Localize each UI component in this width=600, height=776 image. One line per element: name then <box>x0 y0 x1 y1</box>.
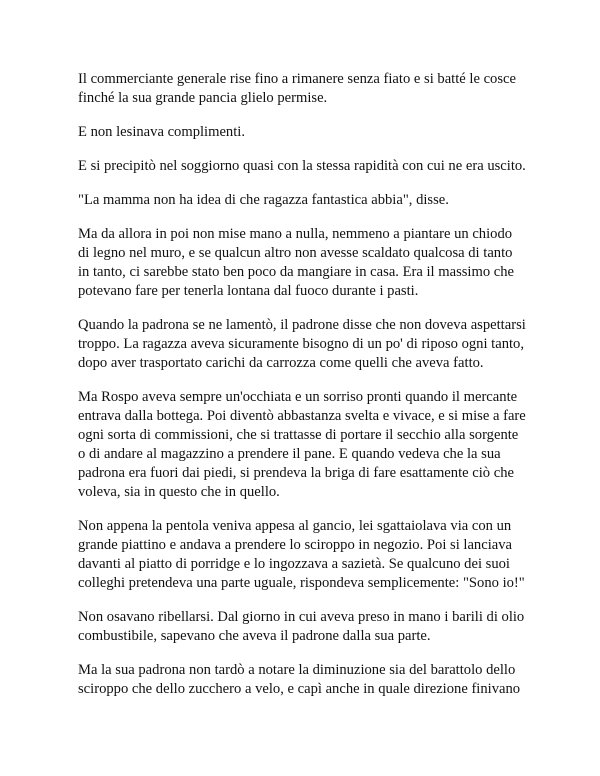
paragraph: Ma la sua padrona non tardò a notare la diminuzione sia del barattolo dello sciroppo che dello zucchero a velo, e capì anche in quale direzione finivano <box>78 662 521 697</box>
paragraph: Ma da allora in poi non mise mano a nulla, nemmeno a piantare un chiodo di legno nel muro, e se qualcun altro non avesse scaldato qualcosa di tanto in tanto, ci sarebbe stato ben poco da mangiare in casa. Era il massimo che potevano fare per tenerla lontana dal fuoco durante i pasti. <box>78 226 515 299</box>
paragraph: E non lesinava complimenti. <box>78 124 245 140</box>
paragraph: E si precipitò nel soggiorno quasi con la stessa rapidità con cui ne era uscito. <box>78 158 526 174</box>
paragraph: Non appena la pentola veniva appesa al gancio, lei sgattaiolava via con un grande piattino e andava a prendere lo sciroppo in negozio. Poi si lanciava davanti al piatto di porridge e lo ingozzava a sazietà. Se qualcuno dei suoi colleghi pretendeva una parte uguale, rispondeva semplicemente: "Sono io!" <box>78 518 525 591</box>
paragraph: Ma Rospo aveva sempre un'occhiata e un sorriso pronti quando il mercante entrava dalla bottega. Poi diventò abbastanza svelta e vivace, e si mise a fare ogni sorta di commissioni, che si trattasse di portare il secchio alla sorgente o di andare al magazzino a prendere il pane. E quando vedeva che la sua padrona era fuori dai piedi, si prendeva la briga di fare esattamente ciò che voleva, sia in questo che in quello. <box>78 389 526 500</box>
paragraph: "La mamma non ha idea di che ragazza fantastica abbia", disse. <box>78 192 449 208</box>
paragraph: Il commerciante generale rise fino a rimanere senza fiato e si batté le cosce finché la sua grande pancia glielo permise. <box>78 71 516 106</box>
paragraph: Quando la padrona se ne lamentò, il padrone disse che non doveva aspettarsi troppo. La ragazza aveva sicuramente bisogno di un po' di riposo ogni tanto, dopo aver trasportato carichi da carrozza come quelli che aveva fatto. <box>78 317 526 371</box>
text-column <box>78 70 526 714</box>
paragraph: Non osavano ribellarsi. Dal giorno in cui aveva preso in mano i barili di olio combustibile, sapevano che aveva il padrone dalla sua parte. <box>78 609 525 644</box>
